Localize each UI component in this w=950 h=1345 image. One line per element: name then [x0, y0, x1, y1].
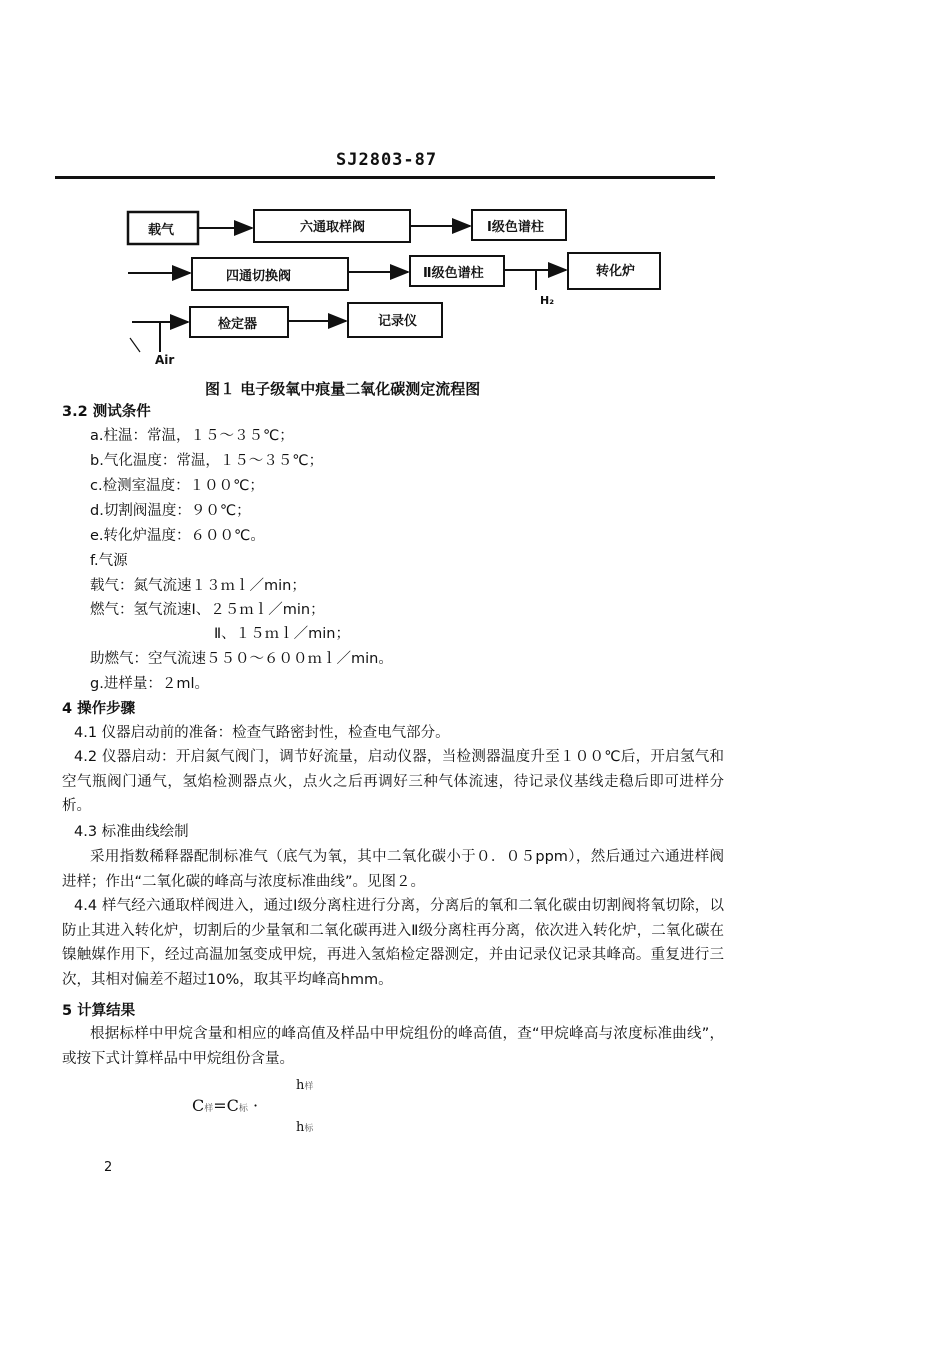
carrier-gas-label: 载气	[148, 223, 175, 238]
formula-numerator: h样	[296, 1078, 314, 1093]
section-4-3-title: 4.3 标准曲线绘制	[74, 824, 189, 840]
paragraph-5: 根据标样中甲烷含量和相应的峰高值及样品中甲烷组份的峰高值，查“甲烷峰高与浓度标准曲线”，或按下式计算样品中甲烷组份含量。	[62, 1026, 724, 1067]
condition-item: 燃气：氢气流速Ⅰ、２５ｍｌ／min；	[90, 602, 325, 618]
condition-item: Ⅱ、１５ｍｌ／min；	[214, 626, 350, 642]
flowchart	[0, 0, 950, 380]
detector-label: 检定器	[218, 317, 258, 332]
column-1-label: Ⅰ级色谱柱	[487, 220, 544, 235]
paragraph-4-2: 4.2 仪器启动：开启氮气阀门，调节好流量，启动仪器，当检测器温度升至１００℃后，开启氢气和空气瓶阀门通气，氢焰检测器点火，点火之后再调好三种气体流速，待记录仪基线走稳后即可进样分析。	[62, 749, 724, 815]
condition-item: d.切割阀温度：９０℃；	[90, 503, 251, 519]
h2-label: H₂	[540, 294, 555, 307]
standard-code: SJ2803-87	[336, 150, 438, 170]
condition-item: c.检测室温度：１００℃；	[90, 478, 264, 494]
condition-item: e.转化炉温度：６００℃。	[90, 528, 265, 544]
section-4-title: 4 操作步骤	[62, 701, 136, 717]
converter-label: 转化炉	[596, 264, 636, 279]
condition-item: 助燃气：空气流速５５０～６００ｍｌ／min。	[90, 651, 393, 667]
section-5-title: 5 计算结果	[62, 1003, 136, 1019]
recorder-label: 记录仪	[378, 314, 418, 329]
formula-denominator: h标	[296, 1120, 314, 1135]
column-2-label: Ⅱ级色谱柱	[423, 266, 484, 281]
condition-item: b.气化温度：常温，１５～３５℃；	[90, 453, 324, 469]
paragraph-4-3: 采用指数稀释器配制标准气（底气为氧，其中二氧化碳小于０．０５ppm），然后通过六通进样阀进样；作出“二氧化碳的峰高与浓度标准曲线”。见图２。	[62, 849, 724, 890]
six-way-valve-label: 六通取样阀	[300, 220, 366, 235]
figure-caption: 图１ 电子级氧中痕量二氧化碳测定流程图	[205, 380, 481, 398]
condition-item: 载气：氮气流速１３ｍｌ／min；	[90, 578, 306, 594]
condition-item: a.柱温：常温，１５～３５℃；	[90, 428, 294, 444]
paragraph-4-4: 4.4 样气经六通取样阀进入，通过Ⅰ级分离柱进行分离，分离后的氧和二氧化碳由切割阀将氧切除，以防止其进入转化炉，切割后的少量氧和二氧化碳再进入Ⅱ级分离柱再分离，依次进入转化炉，二氧化碳在镍触媒作用下，经过高温加氢变成甲烷，再进入氢焰检定器测定，并由记录仪记录其峰高。重复进行三次，其相对偏差不超过10%，取其平均峰高hmm。	[62, 898, 724, 988]
air-label: Air	[155, 353, 175, 367]
formula-lhs: C样=C标 ·	[192, 1096, 259, 1115]
condition-item: f.气源	[90, 553, 128, 569]
section-3-2-title: 3.2 测试条件	[62, 404, 151, 420]
four-way-valve-label: 四通切换阀	[226, 269, 292, 284]
paragraph-4-1: 4.1 仪器启动前的准备：检查气路密封性，检查电气部分。	[74, 725, 450, 741]
condition-item: g.进样量：２ml。	[90, 676, 209, 692]
page-number: 2	[104, 1160, 113, 1175]
